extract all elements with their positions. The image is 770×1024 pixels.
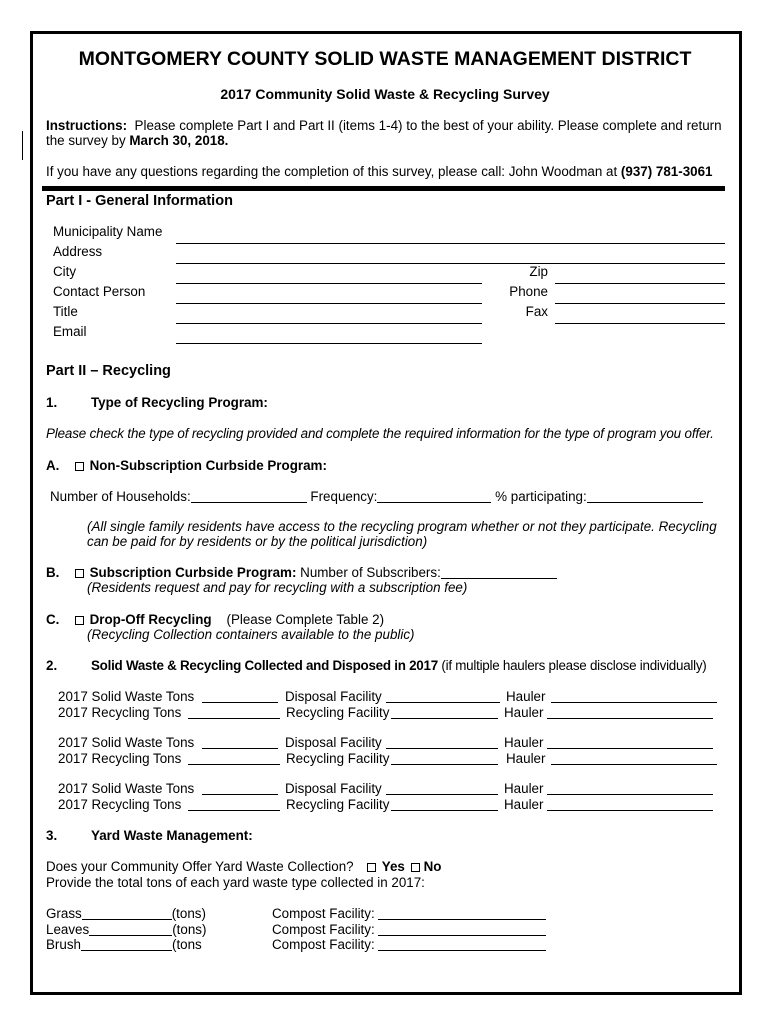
compost-label-1: Compost Facility:	[272, 906, 375, 921]
zip-field[interactable]	[555, 283, 725, 284]
q1-number: 1.	[46, 395, 58, 410]
brush-field[interactable]	[81, 938, 172, 951]
solid-waste-tons-label-2: 2017 Solid Waste Tons	[58, 735, 195, 750]
leaves-field[interactable]	[89, 923, 172, 936]
option-b-checkbox[interactable]	[75, 569, 84, 578]
email-label: Email	[53, 324, 87, 339]
leaves-row	[46, 922, 206, 938]
recycling-tons-field-1[interactable]	[188, 718, 280, 719]
disposal-facility-label-3: Disposal Facility	[285, 781, 382, 796]
compost-row-1	[272, 906, 546, 922]
option-b-note: (Residents request and pay for recycling with a subscription fee)	[87, 580, 468, 595]
compost-row-3	[272, 937, 546, 953]
contact-phone: (937) 781-3061	[620, 164, 713, 179]
subscribers-label: Number of Subscribers:	[300, 565, 441, 580]
recycling-tons-label-3: 2017 Recycling Tons	[58, 797, 182, 812]
option-a-letter: A.	[46, 458, 60, 473]
option-a-fields	[50, 489, 703, 505]
survey-subtitle: 2017 Community Solid Waste & Recycling Survey	[220, 86, 550, 102]
zip-label: Zip	[529, 264, 548, 279]
hauler-field-3b[interactable]	[547, 810, 713, 811]
disposal-facility-field-2[interactable]	[386, 748, 498, 749]
leaves-tons: (tons)	[172, 922, 207, 937]
recycling-tons-field-2[interactable]	[188, 764, 280, 765]
compost-field-2[interactable]	[378, 923, 546, 936]
brush-tons: (tons	[171, 937, 202, 952]
section-divider	[42, 186, 725, 191]
disposal-facility-label-2: Disposal Facility	[285, 735, 382, 750]
q2-note: (if multiple haulers please disclose individually)	[441, 658, 707, 673]
yes-label: Yes	[381, 859, 405, 874]
disposal-facility-label-1: Disposal Facility	[285, 689, 382, 704]
hauler-field-3a[interactable]	[547, 794, 713, 795]
yard-waste-provide: Provide the total tons of each yard waste type collected in 2017:	[46, 875, 425, 890]
municipality-field[interactable]	[176, 243, 725, 244]
option-c-label: Drop-Off Recycling	[89, 612, 212, 627]
instructions-line-2	[46, 133, 228, 149]
compost-label-3: Compost Facility:	[272, 937, 375, 952]
title-label: Title	[53, 304, 78, 319]
fax-field[interactable]	[555, 323, 725, 324]
phone-label: Phone	[509, 284, 548, 299]
no-label: No	[423, 859, 442, 874]
solid-waste-tons-label-1: 2017 Solid Waste Tons	[58, 689, 195, 704]
option-c-row	[46, 612, 384, 628]
compost-field-3[interactable]	[378, 938, 546, 951]
option-c-extra: (Please Complete Table 2)	[226, 612, 385, 627]
solid-waste-tons-field-2[interactable]	[202, 748, 278, 749]
solid-waste-tons-field-3[interactable]	[202, 794, 278, 795]
grass-field[interactable]	[82, 907, 172, 920]
contact-line	[46, 164, 712, 180]
option-b-row	[46, 565, 557, 581]
hauler-label-1a: Hauler	[506, 689, 546, 704]
compost-row-2	[272, 922, 546, 938]
frequency-label: Frequency:	[310, 489, 378, 504]
instructions-text-2: the survey by	[46, 133, 126, 148]
leaves-label: Leaves	[46, 922, 90, 937]
grass-row	[46, 906, 206, 922]
address-label: Address	[53, 244, 103, 259]
q2-number: 2.	[46, 658, 58, 673]
hauler-label-1b: Hauler	[504, 705, 544, 720]
subscribers-field[interactable]	[441, 566, 557, 579]
hauler-label-2b: Hauler	[506, 751, 546, 766]
hauler-field-2a[interactable]	[547, 748, 713, 749]
city-field[interactable]	[176, 283, 482, 284]
option-a-label: Non-Subscription Curbside Program:	[89, 458, 327, 473]
q1-instruction: Please check the type of recycling provided and complete the required information for the type of program you offer.	[46, 426, 714, 441]
option-c-letter: C.	[46, 612, 60, 627]
deadline: March 30, 2018.	[129, 133, 229, 148]
yard-waste-question: Does your Community Offer Yard Waste Collection?	[46, 859, 354, 874]
solid-waste-tons-field-1[interactable]	[202, 702, 278, 703]
contact-person-field[interactable]	[176, 303, 482, 304]
hauler-label-2a: Hauler	[504, 735, 544, 750]
frequency-field[interactable]	[377, 490, 491, 503]
hauler-field-2b[interactable]	[551, 764, 717, 765]
title-field[interactable]	[176, 323, 482, 324]
recycling-facility-field-1[interactable]	[391, 718, 498, 719]
part2-heading: Part II – Recycling	[46, 363, 171, 379]
q3-number: 3.	[46, 828, 58, 843]
recycling-tons-label-1: 2017 Recycling Tons	[58, 705, 182, 720]
no-checkbox[interactable]	[411, 863, 420, 872]
text-cursor	[22, 131, 23, 160]
disposal-facility-field-1[interactable]	[386, 702, 500, 703]
option-a-checkbox[interactable]	[75, 462, 84, 471]
hauler-label-3a: Hauler	[504, 781, 544, 796]
page-title: MONTGOMERY COUNTY SOLID WASTE MANAGEMENT DISTRICT	[78, 48, 692, 70]
participating-field[interactable]	[587, 490, 703, 503]
brush-row	[46, 937, 202, 953]
disposal-facility-field-3[interactable]	[386, 794, 498, 795]
instructions-line-1	[46, 118, 722, 134]
city-label: City	[53, 264, 77, 279]
recycling-tons-field-3[interactable]	[188, 810, 280, 811]
hauler-field-1a[interactable]	[551, 702, 717, 703]
q1-label: Type of Recycling Program:	[91, 395, 268, 410]
option-b-label: Subscription Curbside Program:	[89, 565, 297, 580]
email-field[interactable]	[176, 343, 482, 344]
option-a-note-2: can be paid for by residents or by the political jurisdiction)	[87, 534, 428, 549]
q2-label: Solid Waste & Recycling Collected and Disposed in 2017	[91, 658, 438, 673]
municipality-label: Municipality Name	[53, 224, 163, 239]
brush-label: Brush	[46, 937, 81, 952]
solid-waste-tons-label-3: 2017 Solid Waste Tons	[58, 781, 195, 796]
participating-label: % participating:	[495, 489, 587, 504]
recycling-facility-label-1: Recycling Facility	[286, 705, 390, 720]
compost-label-2: Compost Facility:	[272, 922, 375, 937]
instructions-label: Instructions:	[46, 118, 128, 133]
yes-checkbox[interactable]	[367, 863, 376, 872]
households-field[interactable]	[191, 490, 307, 503]
recycling-facility-field-2[interactable]	[391, 764, 498, 765]
address-field[interactable]	[176, 263, 725, 264]
option-a-row	[46, 458, 327, 474]
recycling-facility-label-2: Recycling Facility	[286, 751, 390, 766]
hauler-field-1b[interactable]	[547, 718, 713, 719]
contact-text: If you have any questions regarding the completion of this survey, please call: John Woodman at	[46, 164, 618, 179]
yard-waste-question-row	[46, 859, 441, 875]
fax-label: Fax	[525, 304, 548, 319]
compost-field-1[interactable]	[378, 907, 546, 920]
grass-label: Grass	[46, 906, 82, 921]
q2-heading	[91, 658, 707, 674]
option-c-note: (Recycling Collection containers available to the public)	[87, 627, 415, 642]
phone-field[interactable]	[555, 303, 725, 304]
grass-tons: (tons)	[171, 906, 206, 921]
option-a-note-1: (All single family residents have access to the recycling program whether or not they participate. Recycling	[87, 519, 717, 534]
part1-heading: Part I - General Information	[46, 193, 233, 209]
instructions-text: Please complete Part I and Part II (items 1-4) to the best of your ability. Please complete and return	[134, 118, 722, 133]
contact-person-label: Contact Person	[53, 284, 146, 299]
option-b-letter: B.	[46, 565, 60, 580]
recycling-facility-label-3: Recycling Facility	[286, 797, 390, 812]
hauler-label-3b: Hauler	[504, 797, 544, 812]
option-c-checkbox[interactable]	[75, 616, 84, 625]
q3-label: Yard Waste Management:	[91, 828, 253, 843]
recycling-facility-field-3[interactable]	[391, 810, 498, 811]
recycling-tons-label-2: 2017 Recycling Tons	[58, 751, 182, 766]
households-label: Number of Households:	[50, 489, 191, 504]
